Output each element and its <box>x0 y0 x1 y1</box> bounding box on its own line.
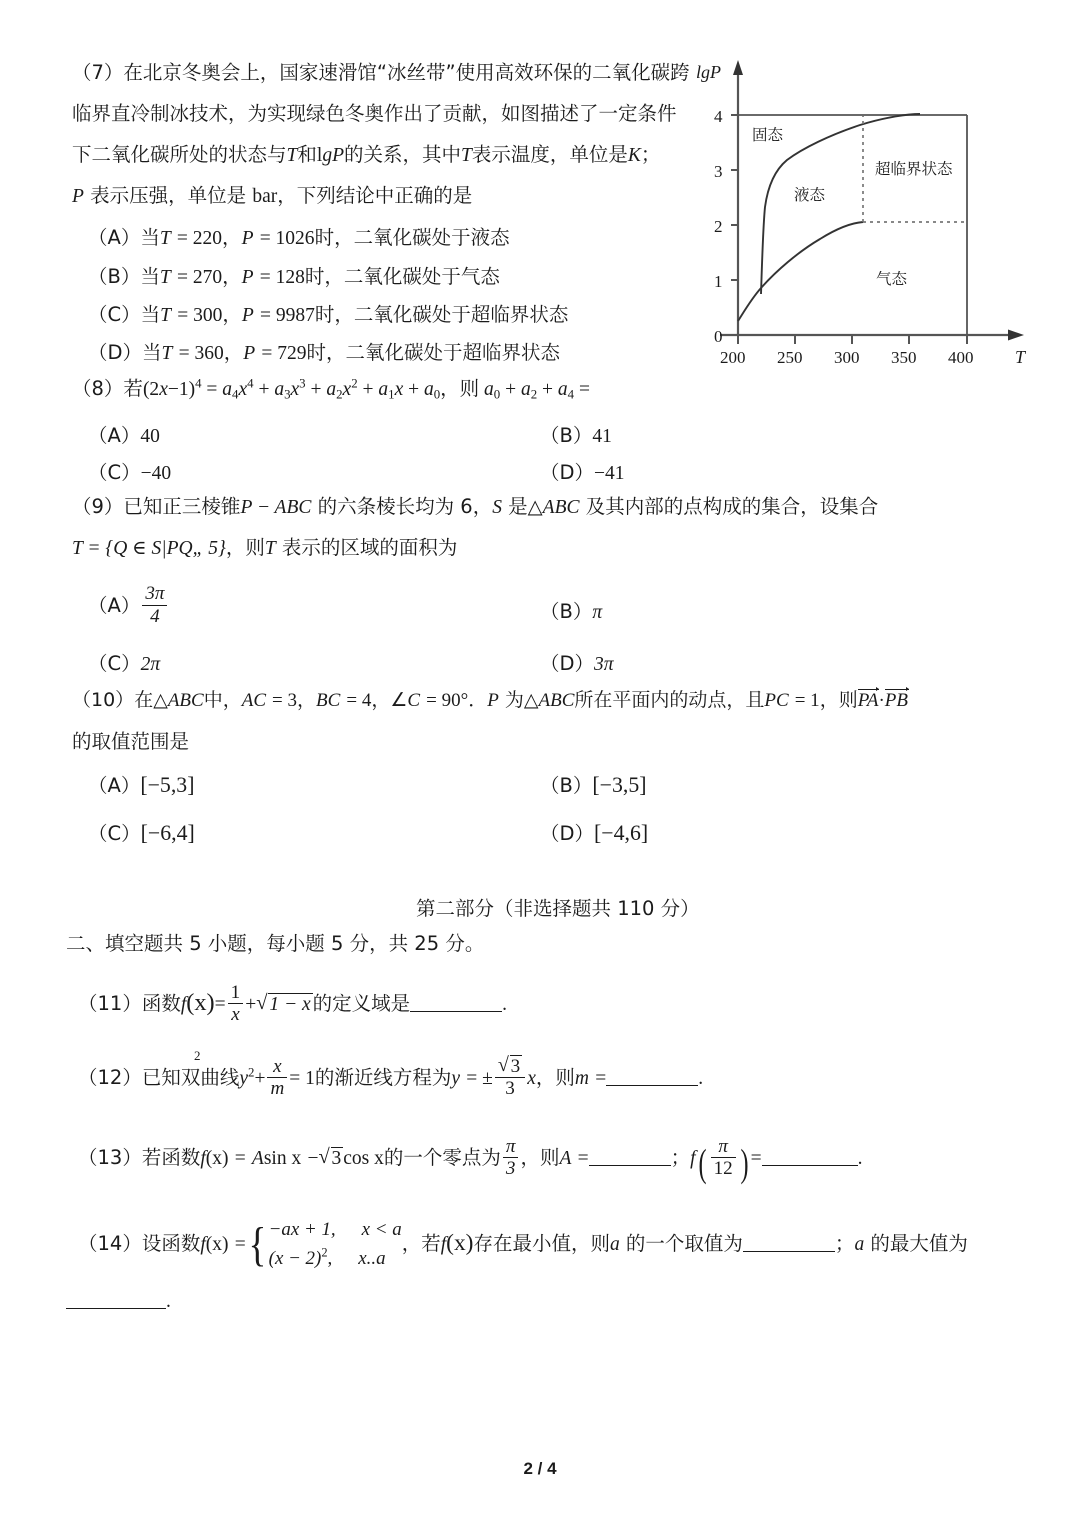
q10-option-b[interactable]: （B）[−3,5] <box>540 773 647 797</box>
q12-stem: （12）已知双曲线$y^2+$ $\frac{x}{m}$ = 1的渐近线方程为y = ± √ $\frac{3}{3}$ x，则m = . <box>78 1055 703 1099</box>
x-axis-title: T <box>1015 347 1026 367</box>
q7-stem-line3: 下二氧化碳所处的状态与T和lgP的关系，其中T表示温度，单位是K； <box>72 143 661 166</box>
q13-answer-blank-2[interactable] <box>762 1165 858 1166</box>
q13-answer-blank-1[interactable] <box>589 1165 671 1166</box>
x-label-350: 350 <box>891 348 917 367</box>
q10-option-c[interactable]: （C）[−6,4] <box>88 821 195 845</box>
y-axis-title: lgP <box>696 62 722 82</box>
y-label-1: 1 <box>714 272 723 291</box>
region-label-supercritical: 超临界状态 <box>875 160 953 178</box>
q9-stem-line1: （9）已知正三棱锥P − ABC 的六条棱长均为 6，S 是△ABC 及其内部的点构成的集合，设集合 <box>72 495 879 518</box>
q14-answer-blank-2[interactable] <box>66 1308 166 1309</box>
x-label-200: 200 <box>720 348 746 367</box>
phase-diagram <box>690 52 1035 377</box>
q10-stem-line2: 的取值范围是 <box>72 730 190 753</box>
x-label-300: 300 <box>834 348 860 367</box>
page-footer: 2 / 4 <box>523 1459 557 1478</box>
region-label-liquid: 液态 <box>794 186 826 204</box>
q7-stem-line4: P 表示压强，单位是 bar，下列结论中正确的是 <box>72 184 473 207</box>
q12-x-exponent: 2 <box>194 1048 201 1063</box>
y-axis-arrow <box>733 60 743 75</box>
q8-stem: （8）若$(2x-1)^4 = a_4x^4 + a_3x^3 + a_2x^2 + a_1x + a_0$，则 $a_0 + a_2 + a_4$ = <box>72 376 590 402</box>
q8-option-a[interactable]: （A）40 <box>88 424 160 447</box>
q8-option-c[interactable]: （C）−40 <box>88 461 172 484</box>
region-label-gas: 气态 <box>876 270 908 288</box>
q10-stem-line1: （10）在△ABC中，AC = 3，BC = 4，∠C = 90°．P 为△ABC所在平面内的动点，且PC = 1，则PA·PB <box>72 689 909 711</box>
liquid-gas-curve <box>738 222 863 321</box>
x-axis-arrow <box>1008 330 1024 341</box>
q10-option-a[interactable]: （A）[−5,3] <box>88 773 195 797</box>
phase-diagram-svg <box>690 52 1035 377</box>
q9-stem-line2: T = {Q ∈ S|PQ„ 5}，则T 表示的区域的面积为 <box>72 536 458 559</box>
q9-option-a[interactable]: （A） $\frac{3\pi}{4}$ <box>88 583 169 628</box>
q7-option-a[interactable]: （A）当T = 220，P = 1026时，二氧化碳处于液态 <box>88 226 510 249</box>
y-label-2: 2 <box>714 217 723 236</box>
q9-option-d[interactable]: （D）3π <box>540 652 614 675</box>
q10-option-d[interactable]: （D）[−4,6] <box>540 821 649 845</box>
q7-option-c[interactable]: （C）当T = 300，P = 9987时，二氧化碳处于超临界状态 <box>88 303 569 326</box>
q13-stem: （13）若函数f(x) = Asin x − √ 3 cos x的一个零点为 $\frac{\pi}{3}$ ，则A = ；f( $\frac{\pi}{12}$ ) = . <box>78 1136 863 1179</box>
q11-stem: （11）函数f(x)= $\frac{1}{x}$ + √ 1 − x 的定义域是 . <box>78 982 507 1025</box>
region-label-solid: 固态 <box>752 126 784 144</box>
q14-answer-blank-2-line: . <box>66 1290 171 1312</box>
q7-option-b[interactable]: （B）当T = 270，P = 128时，二氧化碳处于气态 <box>88 265 500 288</box>
q8-option-d[interactable]: （D）−41 <box>540 461 625 484</box>
q7-stem-line2: 临界直冷制冰技术，为实现绿色冬奥作出了贡献，如图描述了一定条件 <box>72 102 677 125</box>
q12-answer-blank[interactable] <box>606 1085 698 1086</box>
solid-liquid-curve <box>761 114 920 294</box>
q9-option-b[interactable]: （B）π <box>540 600 603 623</box>
y-label-3: 3 <box>714 162 723 181</box>
q7-option-d[interactable]: （D）当T = 360，P = 729时，二氧化碳处于超临界状态 <box>88 341 560 364</box>
y-label-4: 4 <box>714 107 723 126</box>
y-label-0: 0 <box>714 327 723 346</box>
q11-answer-blank[interactable] <box>410 1011 502 1012</box>
part-two-title: 第二部分（非选择题共 110 分） <box>416 897 700 920</box>
q9-option-c[interactable]: （C）2π <box>88 652 161 675</box>
x-label-250: 250 <box>777 348 803 367</box>
q7-stem-line1: （7）在北京冬奥会上，国家速滑馆“冰丝带”使用高效环保的二氧化碳跨 <box>72 61 690 84</box>
section-two-instructions: 二、填空题共 5 小题，每小题 5 分，共 25 分。 <box>66 932 485 955</box>
x-label-400: 400 <box>948 348 974 367</box>
q8-option-b[interactable]: （B）41 <box>540 424 612 447</box>
q14-answer-blank-1[interactable] <box>743 1251 835 1252</box>
q14-stem: （14）设函数f(x) ={ −ax + 1, x < a $(x - 2)^2$, x..a ，若f(x)存在最小值，则a 的一个取值为 ；a 的最大值为 <box>78 1217 968 1271</box>
